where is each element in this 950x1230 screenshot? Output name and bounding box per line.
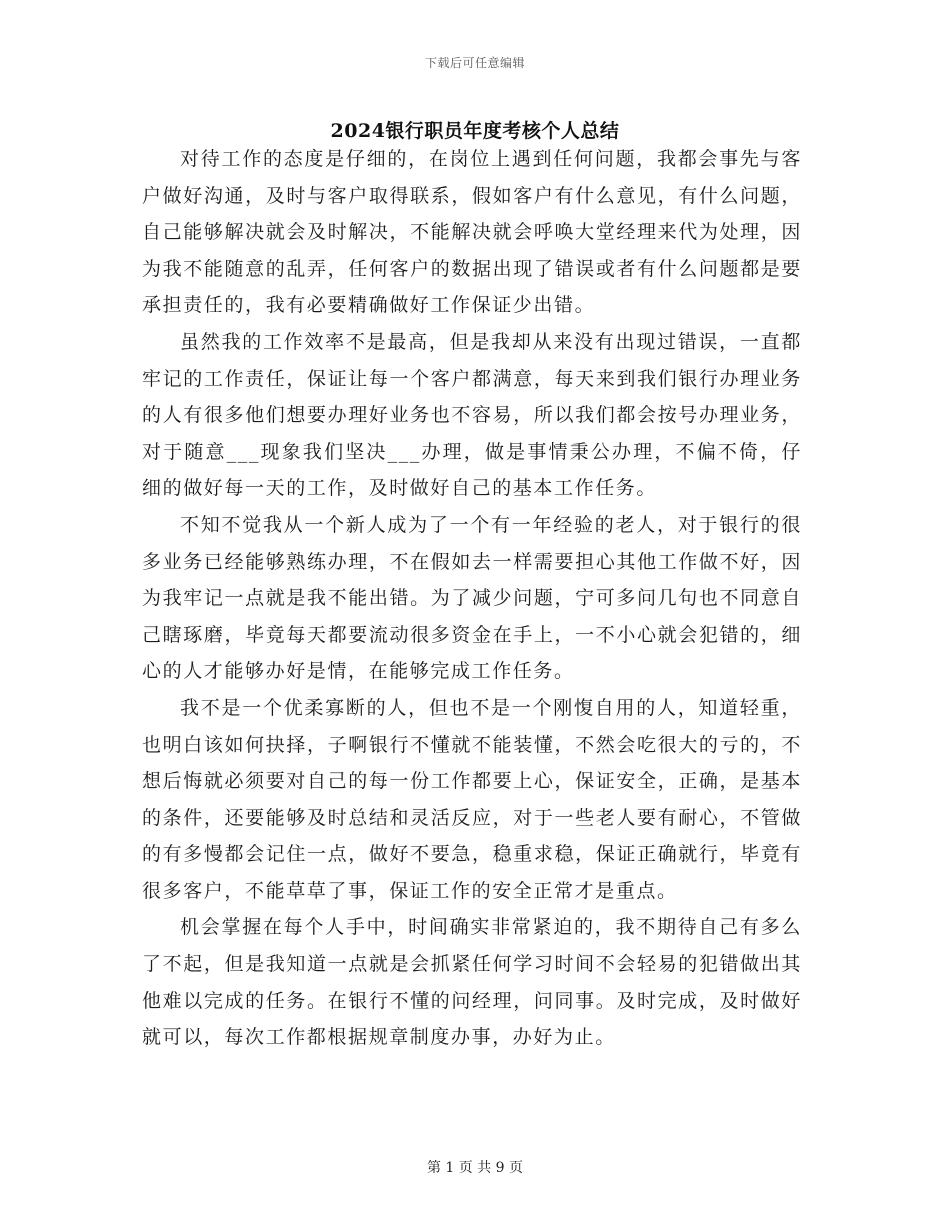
- paragraph-3: 不知不觉我从一个新人成为了一个有一年经验的老人，对于银行的很多业务已经能够熟练办理，不在假如去一样需要担心其他工作做不好，因为我牢记一点就是我不能出错。为了减少问题，宁可多问几句也不同意自己瞎琢磨，毕竟每天都要流动很多资金在手上，一不小心就会犯错的，细心的人才能够办好是情，在能够完成工作任务。: [142, 513, 802, 683]
- paragraph-5: 机会掌握在每个人手中，时间确实非常紧迫的，我不期待自己有多么了不起，但是我知道一点就是会抓紧任何学习时间不会轻易的犯错做出其他难以完成的任务。在银行不懂的问经理，问同事。及时完成，及时做好就可以，每次工作都根据规章制度办事，办好为止。: [142, 916, 802, 1049]
- document-body: [142, 141, 802, 1056]
- page-header-note: 下载后可任意编辑: [424, 56, 525, 70]
- page-number-footer: 第 1 页 共 9 页: [426, 1160, 524, 1176]
- document-title: 2024银行职员年度考核个人总结: [330, 120, 620, 142]
- paragraph-1: 对待工作的态度是仔细的，在岗位上遇到任何问题，我都会事先与客户做好沟通，及时与客户取得联系，假如客户有什么意见，有什么问题，自己能够解决就会及时解决，不能解决就会呼唤大堂经理来代为处理，因为我不能随意的乱弄，任何客户的数据出现了错误或者有什么问题都是要承担责任的，我有必要精确做好工作保证少出错。: [142, 148, 802, 317]
- paragraph-2: 虽然我的工作效率不是最高，但是我却从来没有出现过错误，一直都牢记的工作责任，保证让每一个客户都满意，每天来到我们银行办理业务的人有很多他们想要办理好业务也不容易，所以我们都会按号办理业务，对于随意___现象我们坚决___办理，做是事情秉公办理，不偏不倚，仔细的做好每一天的工作，及时做好自己的基本工作任务。: [142, 330, 802, 500]
- paragraph-4: 我不是一个优柔寡断的人，但也不是一个刚愎自用的人，知道轻重，也明白该如何抉择，子啊银行不懂就不能装懂，不然会吃很大的亏的，不想后悔就必须要对自己的每一份工作都要上心，保证安全，正确，是基本的条件，还要能够及时总结和灵活反应，对于一些老人要有耐心，不管做的有多慢都会记住一点，做好不要急，稳重求稳，保证正确就行，毕竟有很多客户，不能草草了事，保证工作的安全正常才是重点。: [142, 696, 802, 902]
